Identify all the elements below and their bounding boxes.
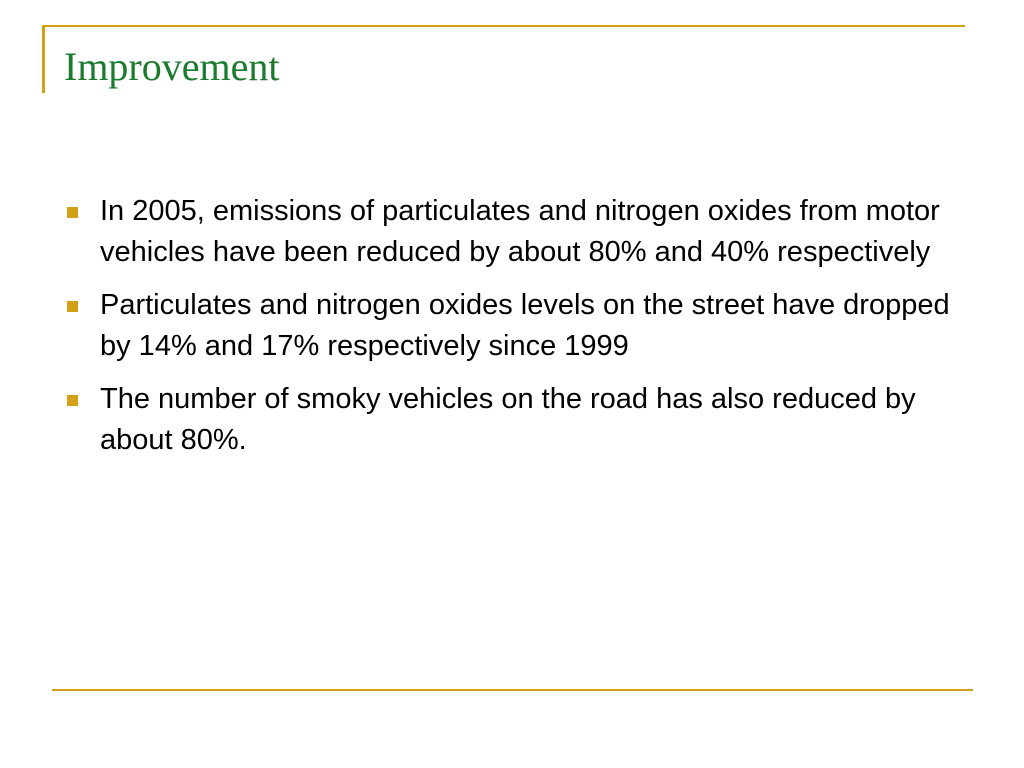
bullet-text: The number of smoky vehicles on the road has also reduced by about 80%. bbox=[100, 383, 916, 456]
bottom-accent-line bbox=[52, 689, 973, 691]
slide-title: Improvement bbox=[64, 44, 280, 89]
bullet-text: Particulates and nitrogen oxides levels on the street have dropped by 14% and 17% respectively since 1999 bbox=[100, 289, 950, 362]
square-bullet-icon bbox=[67, 395, 78, 406]
top-accent-line bbox=[42, 25, 965, 27]
left-accent-bar bbox=[42, 25, 45, 93]
bullet-text: In 2005, emissions of particulates and nitrogen oxides from motor vehicles have been reduced by about 80% and 40% respectively bbox=[100, 195, 940, 268]
bullet-item bbox=[64, 379, 964, 461]
bullet-item bbox=[64, 285, 964, 367]
square-bullet-icon bbox=[67, 301, 78, 312]
bullet-item bbox=[64, 191, 964, 273]
bullet-list bbox=[64, 191, 964, 473]
square-bullet-icon bbox=[67, 207, 78, 218]
